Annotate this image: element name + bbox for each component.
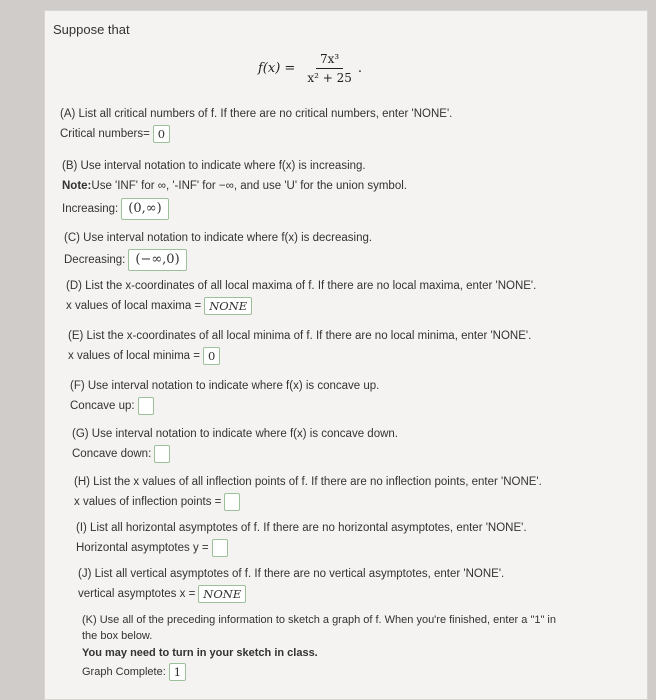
horizontal-asymptotes-label: Horizontal asymptotes y = bbox=[76, 542, 209, 554]
note-label: Note: bbox=[62, 180, 92, 192]
question-f bbox=[70, 376, 379, 416]
question-i-prompt: (I) List all horizontal asymptotes of f. If there are no horizontal asymptotes, enter 'NONE'. bbox=[76, 522, 527, 534]
question-j bbox=[78, 564, 504, 604]
inflection-points-input[interactable] bbox=[224, 493, 240, 511]
concave-up-label: Concave up: bbox=[70, 400, 135, 412]
formula-numerator: 7x³ bbox=[316, 52, 343, 69]
concave-up-input[interactable] bbox=[138, 397, 154, 415]
graph-complete-label: Graph Complete: bbox=[82, 666, 166, 678]
question-c-prompt: (C) Use interval notation to indicate where f(x) is decreasing. bbox=[64, 232, 373, 244]
note-text: Use 'INF' for ∞, '-INF' for −∞, and use 'U' for the union symbol. bbox=[91, 180, 407, 192]
question-h-prompt: (H) List the x values of all inflection points of f. If there are no inflection points, enter 'NONE'. bbox=[74, 476, 542, 488]
question-i-answer-row bbox=[76, 538, 527, 558]
question-k-prompt-line1: (K) Use all of the preceding information to sketch a graph of f. When you're finished, enter a "1" in bbox=[82, 614, 556, 626]
question-b-prompt: (B) Use interval notation to indicate where f(x) is increasing. bbox=[62, 160, 366, 172]
concave-down-input[interactable] bbox=[154, 445, 170, 463]
question-d-answer-row bbox=[66, 296, 536, 316]
question-k-sketch-note: You may need to turn in your sketch in class. bbox=[82, 647, 318, 659]
increasing-label: Increasing: bbox=[62, 203, 119, 215]
question-c bbox=[64, 228, 372, 272]
question-f-answer-row bbox=[70, 396, 379, 416]
function-formula bbox=[258, 48, 362, 88]
question-g bbox=[72, 424, 398, 464]
formula-denominator: x² + 25 bbox=[307, 70, 352, 85]
question-a bbox=[60, 104, 452, 144]
question-g-answer-row bbox=[72, 444, 398, 464]
question-h bbox=[74, 472, 542, 512]
decreasing-input[interactable]: (−∞,0) bbox=[128, 249, 186, 271]
horizontal-asymptotes-input[interactable] bbox=[212, 539, 228, 557]
question-k bbox=[82, 612, 556, 682]
question-b bbox=[62, 156, 407, 222]
vertical-asymptotes-input[interactable]: NONE bbox=[198, 585, 246, 603]
local-maxima-input[interactable]: NONE bbox=[204, 297, 252, 315]
question-e-answer-row bbox=[68, 346, 531, 366]
local-minima-label: x values of local minima = bbox=[68, 350, 200, 362]
local-minima-input[interactable]: 0 bbox=[203, 347, 220, 365]
question-a-prompt: (A) List all critical numbers of f. If there are no critical numbers, enter 'NONE'. bbox=[60, 108, 453, 120]
formula-lhs: f(x) = bbox=[258, 60, 296, 76]
formula-fraction bbox=[303, 52, 356, 85]
concave-down-label: Concave down: bbox=[72, 448, 152, 460]
question-d bbox=[66, 276, 536, 316]
question-b-note bbox=[62, 176, 407, 196]
question-b-answer-row bbox=[62, 196, 407, 222]
question-h-answer-row bbox=[74, 492, 542, 512]
intro-text: Suppose that bbox=[53, 22, 130, 37]
question-e-prompt: (E) List the x-coordinates of all local minima of f. If there are no local minima, enter 'NONE'. bbox=[68, 330, 532, 342]
question-a-answer-row bbox=[60, 124, 452, 144]
critical-numbers-input[interactable]: 0 bbox=[153, 125, 170, 143]
increasing-input[interactable]: (0,∞) bbox=[121, 198, 168, 220]
inflection-points-label: x values of inflection points = bbox=[74, 496, 222, 508]
local-maxima-label: x values of local maxima = bbox=[66, 300, 202, 312]
question-k-prompt-line2: the box below. bbox=[82, 630, 153, 642]
question-j-prompt: (J) List all vertical asymptotes of f. If there are no vertical asymptotes, enter 'NONE'. bbox=[78, 568, 505, 580]
question-d-prompt: (D) List the x-coordinates of all local maxima of f. If there are no local maxima, enter 'NONE'. bbox=[66, 280, 537, 292]
graph-complete-input[interactable]: 1 bbox=[169, 663, 186, 681]
question-c-answer-row bbox=[64, 248, 372, 272]
question-k-answer-row bbox=[82, 662, 556, 682]
critical-numbers-label: Critical numbers= bbox=[60, 128, 150, 140]
question-f-prompt: (F) Use interval notation to indicate where f(x) is concave up. bbox=[70, 380, 380, 392]
vertical-asymptotes-label: vertical asymptotes x = bbox=[78, 588, 196, 600]
question-e bbox=[68, 326, 531, 366]
question-j-answer-row bbox=[78, 584, 504, 604]
formula-period: . bbox=[357, 60, 362, 76]
question-g-prompt: (G) Use interval notation to indicate where f(x) is concave down. bbox=[72, 428, 398, 440]
question-i bbox=[76, 518, 527, 558]
decreasing-label: Decreasing: bbox=[64, 254, 126, 266]
